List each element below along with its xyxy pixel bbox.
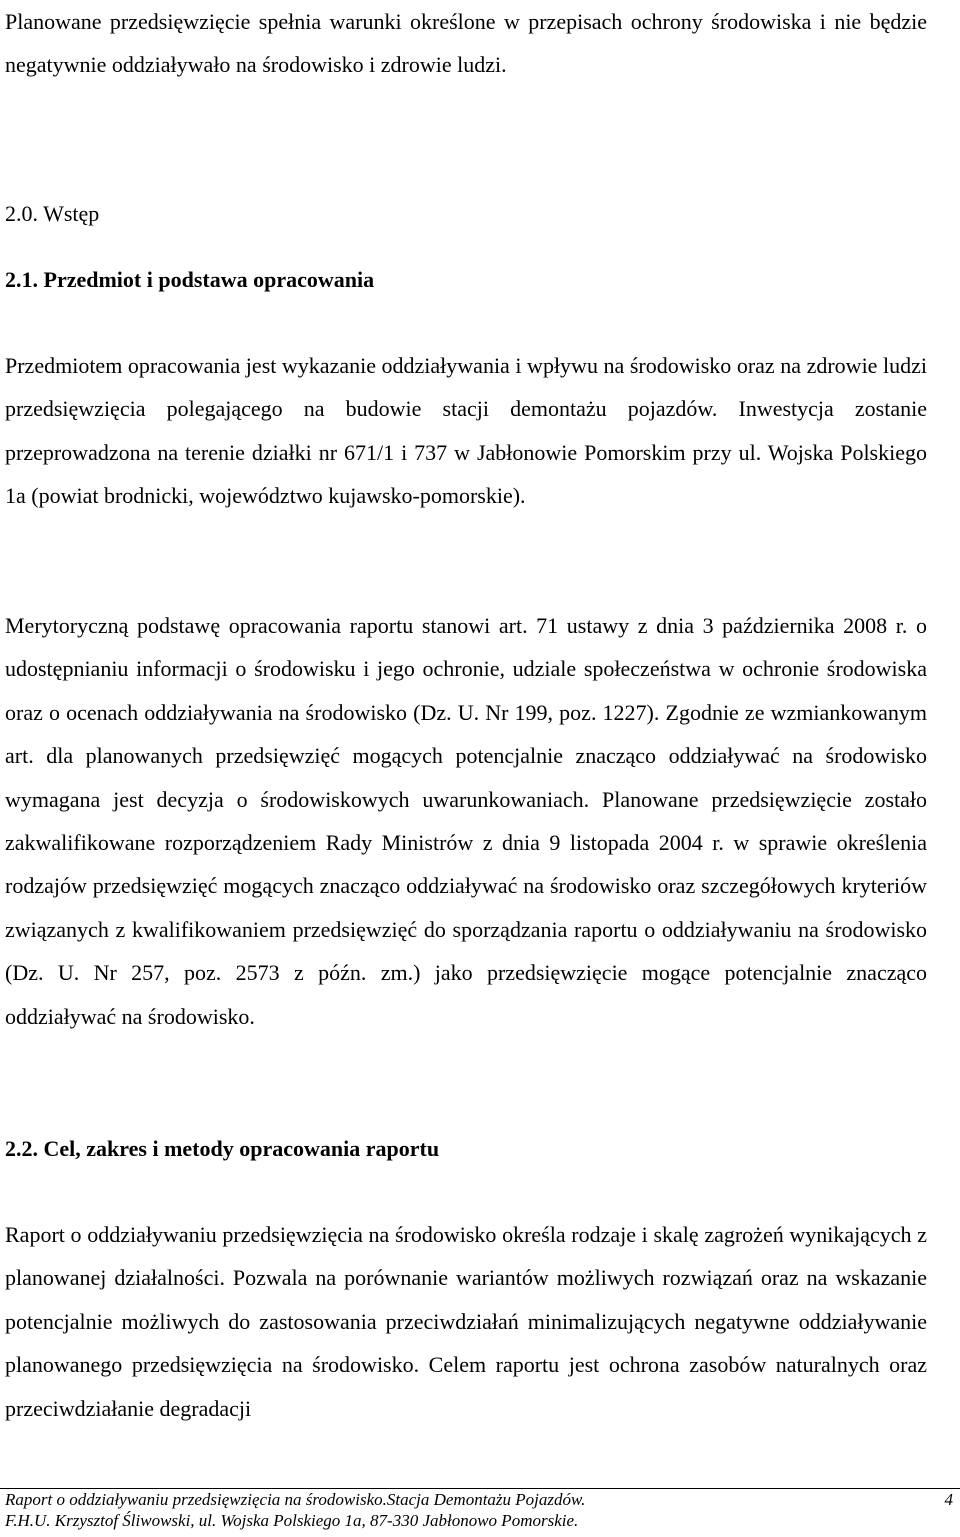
section-heading-wstep: 2.0. Wstęp (5, 201, 100, 226)
section-heading-2-1: 2.1. Przedmiot i podstawa opracowania (5, 267, 375, 292)
paragraph-report-goal: Raport o oddziaływaniu przedsięwzięcia na środowisko określa rodzaje i skalę zagrożeń wynikających z planowanej działalności. Pozwala na porównanie wariantów możliwych rozwiązań oraz na wskazanie potencjalnie możliwych do zastosowania przeciwdziałań minimalizujących negatywne oddziaływanie planowanego przedsięwzięcia na środowisko. Celem raportu jest ochrona zasobów naturalnych oraz przeciwdziałanie degradacji (5, 1222, 927, 1421)
paragraph-legal-basis: Merytoryczną podstawę opracowania raportu stanowi art. 71 ustawy z dnia 3 października 2008 r. o udostępnianiu informacji o środowisku i jego ochronie, udziale społeczeństwa w ochronie środowiska oraz o ocenach oddziaływania na środowisko (Dz. U. Nr 199, poz. 1227). Zgodnie ze wzmiankowanym art. dla planowanych przedsięwzięć mogących potencjalnie znacząco oddziaływać na środowisko wymagana jest decyzja o środowiskowych uwarunkowaniach. Planowane przedsięwzięcie zostało zakwalifikowane rozporządzeniem Rady Ministrów z dnia 9 listopada 2004 r. w sprawie określenia rodzajów przedsięwzięć mogących znacząco oddziaływać na środowisko oraz szczegółowych kryteriów związanych z kwalifikowaniem przedsięwzięć do sporządzania raportu o oddziaływaniu na środowisko (Dz. U. Nr 257, poz. 2573 z późn. zm.) jako przedsięwzięcie mogące potencjalnie znacząco oddziaływać na środowisko. (5, 613, 927, 1029)
footer-line-1 (5, 1489, 955, 1510)
intro-paragraph: Planowane przedsięwzięcie spełnia warunki określone w przepisach ochrony środowiska i nie będzie negatywnie oddziaływało na środowisko i zdrowie ludzi. (5, 9, 927, 78)
section-heading-2-2: 2.2. Cel, zakres i metody opracowania raportu (5, 1136, 440, 1161)
page-number: 4 (944, 1490, 953, 1509)
page-footer (0, 1488, 960, 1531)
footer-line-2: F.H.U. Krzysztof Śliwowski, ul. Wojska Polskiego 1a, 87-330 Jabłonowo Pomorskie. (5, 1511, 579, 1530)
footer-report-title: Raport o oddziaływaniu przedsięwzięcia na środowisko.Stacja Demontażu Pojazdów. (5, 1490, 586, 1509)
paragraph-subject: Przedmiotem opracowania jest wykazanie oddziaływania i wpływu na środowisko oraz na zdrowie ludzi przedsięwzięcia polegającego na budowie stacji demontażu pojazdów. Inwestycja zostanie przeprowadzona na terenie działki nr 671/1 i 737 w Jabłonowie Pomorskim przy ul. Wojska Polskiego 1a (powiat brodnicki, województwo kujawsko-pomorskie). (5, 353, 927, 509)
